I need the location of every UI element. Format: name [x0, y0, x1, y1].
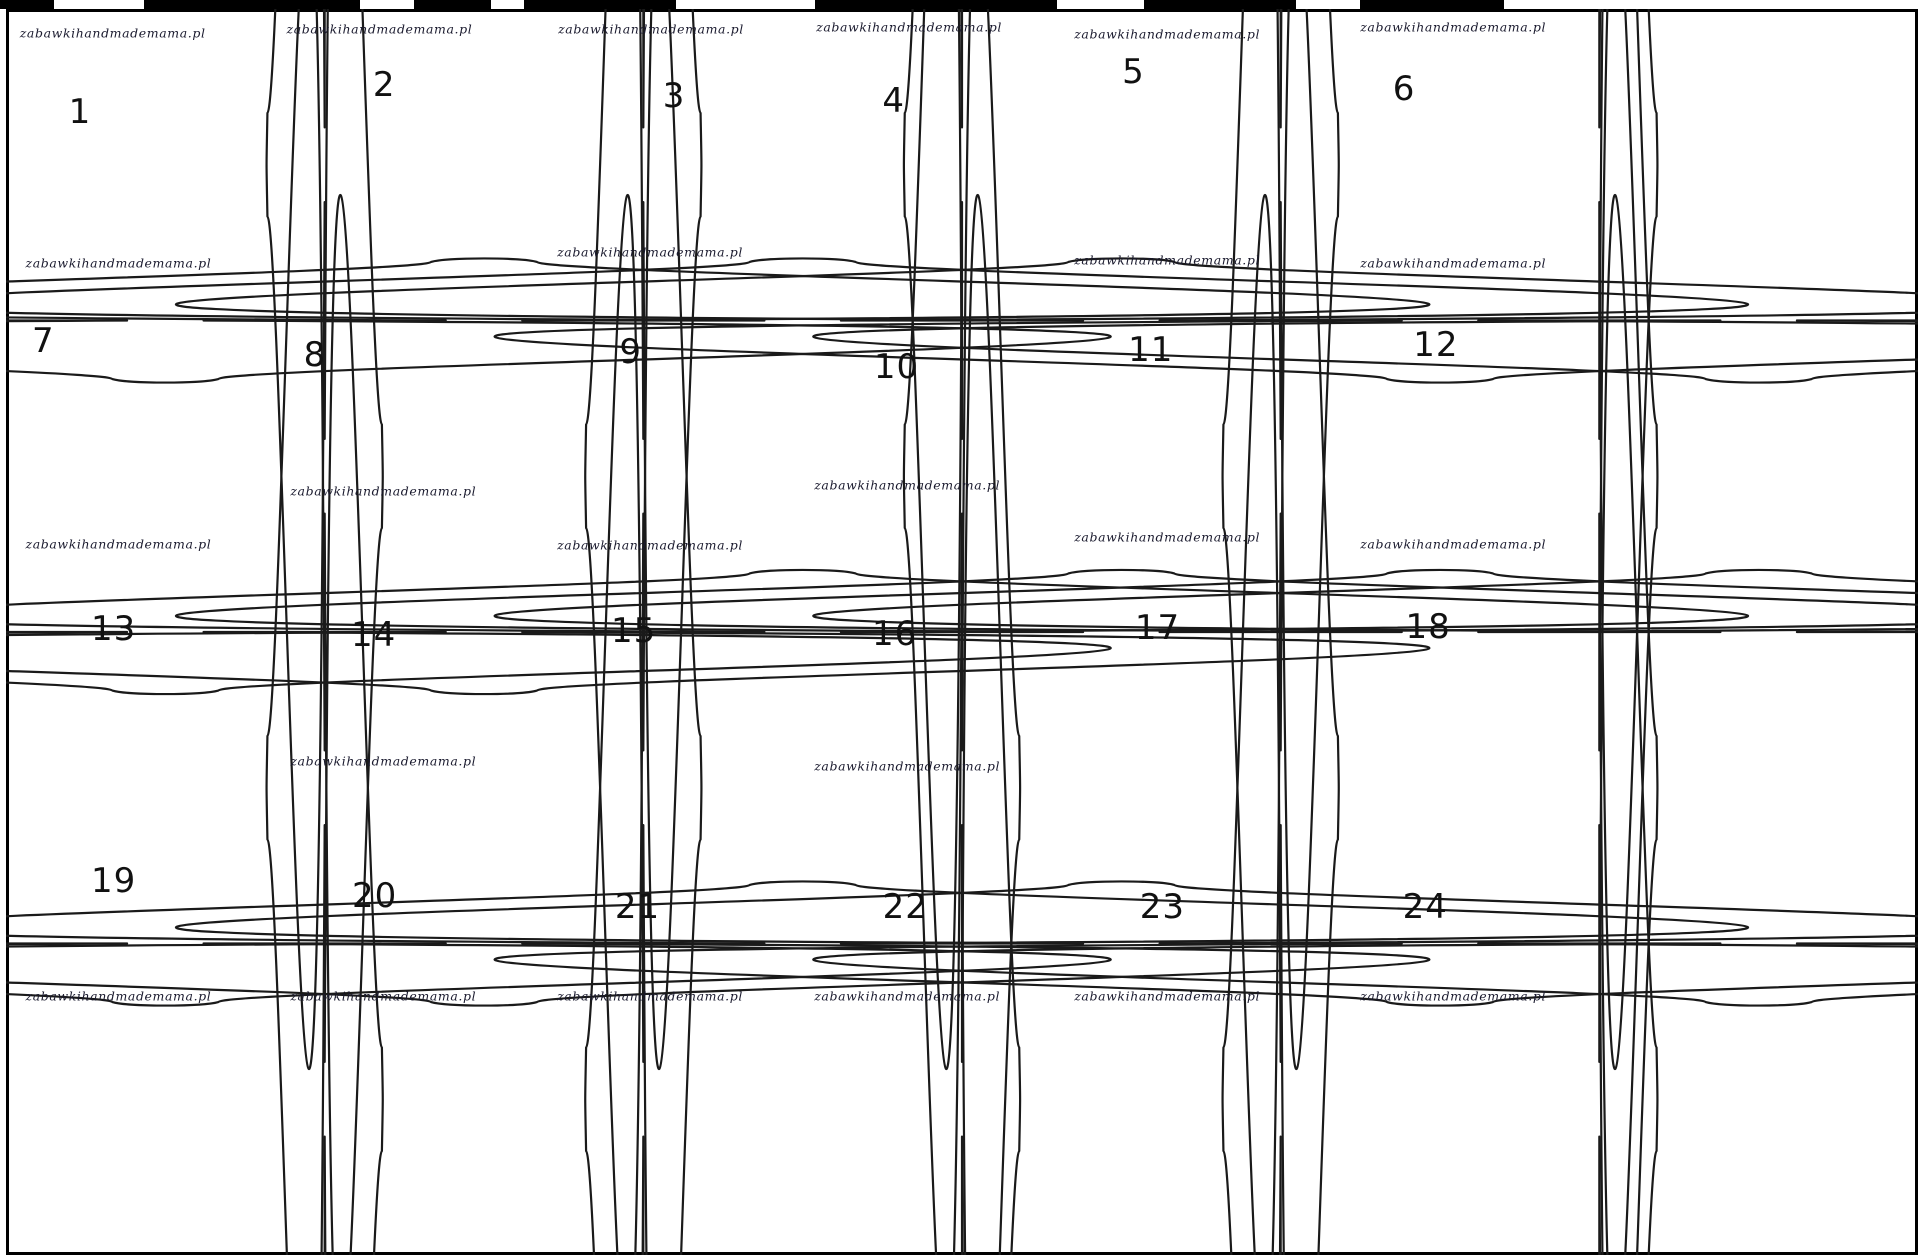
- watermark-text: zabawkihandmademama.pl: [19, 25, 206, 41]
- piece-number: 5: [1122, 51, 1145, 92]
- piece-number: 12: [1413, 325, 1459, 366]
- watermark-text: zabawkihandmademama.pl: [1074, 252, 1261, 268]
- piece-number: 4: [882, 80, 905, 121]
- piece-number: 22: [882, 887, 928, 928]
- print-mark: [1144, 0, 1296, 9]
- print-mark: [815, 0, 1058, 9]
- piece-number: 24: [1402, 886, 1448, 927]
- piece-number: 14: [351, 615, 397, 656]
- watermark-text: zabawkihandmademama.pl: [25, 536, 212, 552]
- watermark-text: zabawkihandmademama.pl: [1360, 255, 1547, 271]
- watermark-text: zabawkihandmademama.pl: [1074, 26, 1261, 42]
- print-mark: [144, 0, 360, 9]
- watermark-text: zabawkihandmademama.pl: [1360, 536, 1547, 552]
- piece-number: 3: [662, 76, 686, 117]
- watermark-text: zabawkihandmademama.pl: [814, 758, 1001, 774]
- print-mark: [524, 0, 676, 9]
- watermark-text: zabawkihandmademama.pl: [25, 255, 212, 271]
- print-mark: [414, 0, 491, 9]
- watermark-text: zabawkihandmademama.pl: [814, 988, 1001, 1004]
- piece-number: 7: [32, 321, 55, 362]
- piece-number: 6: [1392, 69, 1416, 110]
- piece-number: 8: [303, 334, 327, 375]
- piece-number: 17: [1134, 608, 1181, 649]
- watermark-text: zabawkihandmademama.pl: [557, 537, 743, 553]
- piece-number: 1: [68, 91, 92, 132]
- piece-number: 20: [351, 875, 398, 916]
- watermark-text: zabawkihandmademama.pl: [25, 988, 212, 1004]
- piece-number: 15: [611, 611, 657, 652]
- watermark-text: zabawkihandmademama.pl: [1074, 529, 1261, 545]
- piece-number: 18: [1405, 606, 1451, 647]
- watermark-text: zabawkihandmademama.pl: [1074, 988, 1261, 1004]
- print-mark: [0, 0, 54, 9]
- watermark-text: zabawkihandmademama.pl: [816, 19, 1002, 35]
- watermark-text: zabawkihandmademama.pl: [558, 21, 744, 37]
- watermark-text: zabawkihandmademama.pl: [557, 988, 743, 1004]
- watermark-text: zabawkihandmademama.pl: [557, 244, 743, 260]
- print-mark: [1360, 0, 1504, 9]
- watermark-text: zabawkihandmademama.pl: [290, 483, 477, 499]
- piece-number: 16: [871, 613, 918, 654]
- watermark-text: zabawkihandmademama.pl: [290, 753, 477, 769]
- piece-number: 10: [873, 347, 920, 388]
- watermark-text: zabawkihandmademama.pl: [290, 988, 477, 1004]
- piece-number: 2: [372, 65, 396, 106]
- watermark-text: zabawkihandmademama.pl: [286, 21, 473, 37]
- watermark-text: zabawkihandmademama.pl: [1360, 988, 1547, 1004]
- piece-number: 11: [1128, 330, 1174, 371]
- watermark-text: zabawkihandmademama.pl: [814, 477, 1001, 493]
- puzzle-cut-lines: [6, 9, 1918, 1255]
- watermark-text: zabawkihandmademama.pl: [1360, 19, 1547, 35]
- piece-number: 19: [90, 860, 137, 901]
- piece-number: 21: [614, 886, 661, 927]
- piece-number: 13: [90, 608, 137, 649]
- piece-number: 9: [619, 331, 643, 372]
- piece-number: 23: [1139, 886, 1185, 927]
